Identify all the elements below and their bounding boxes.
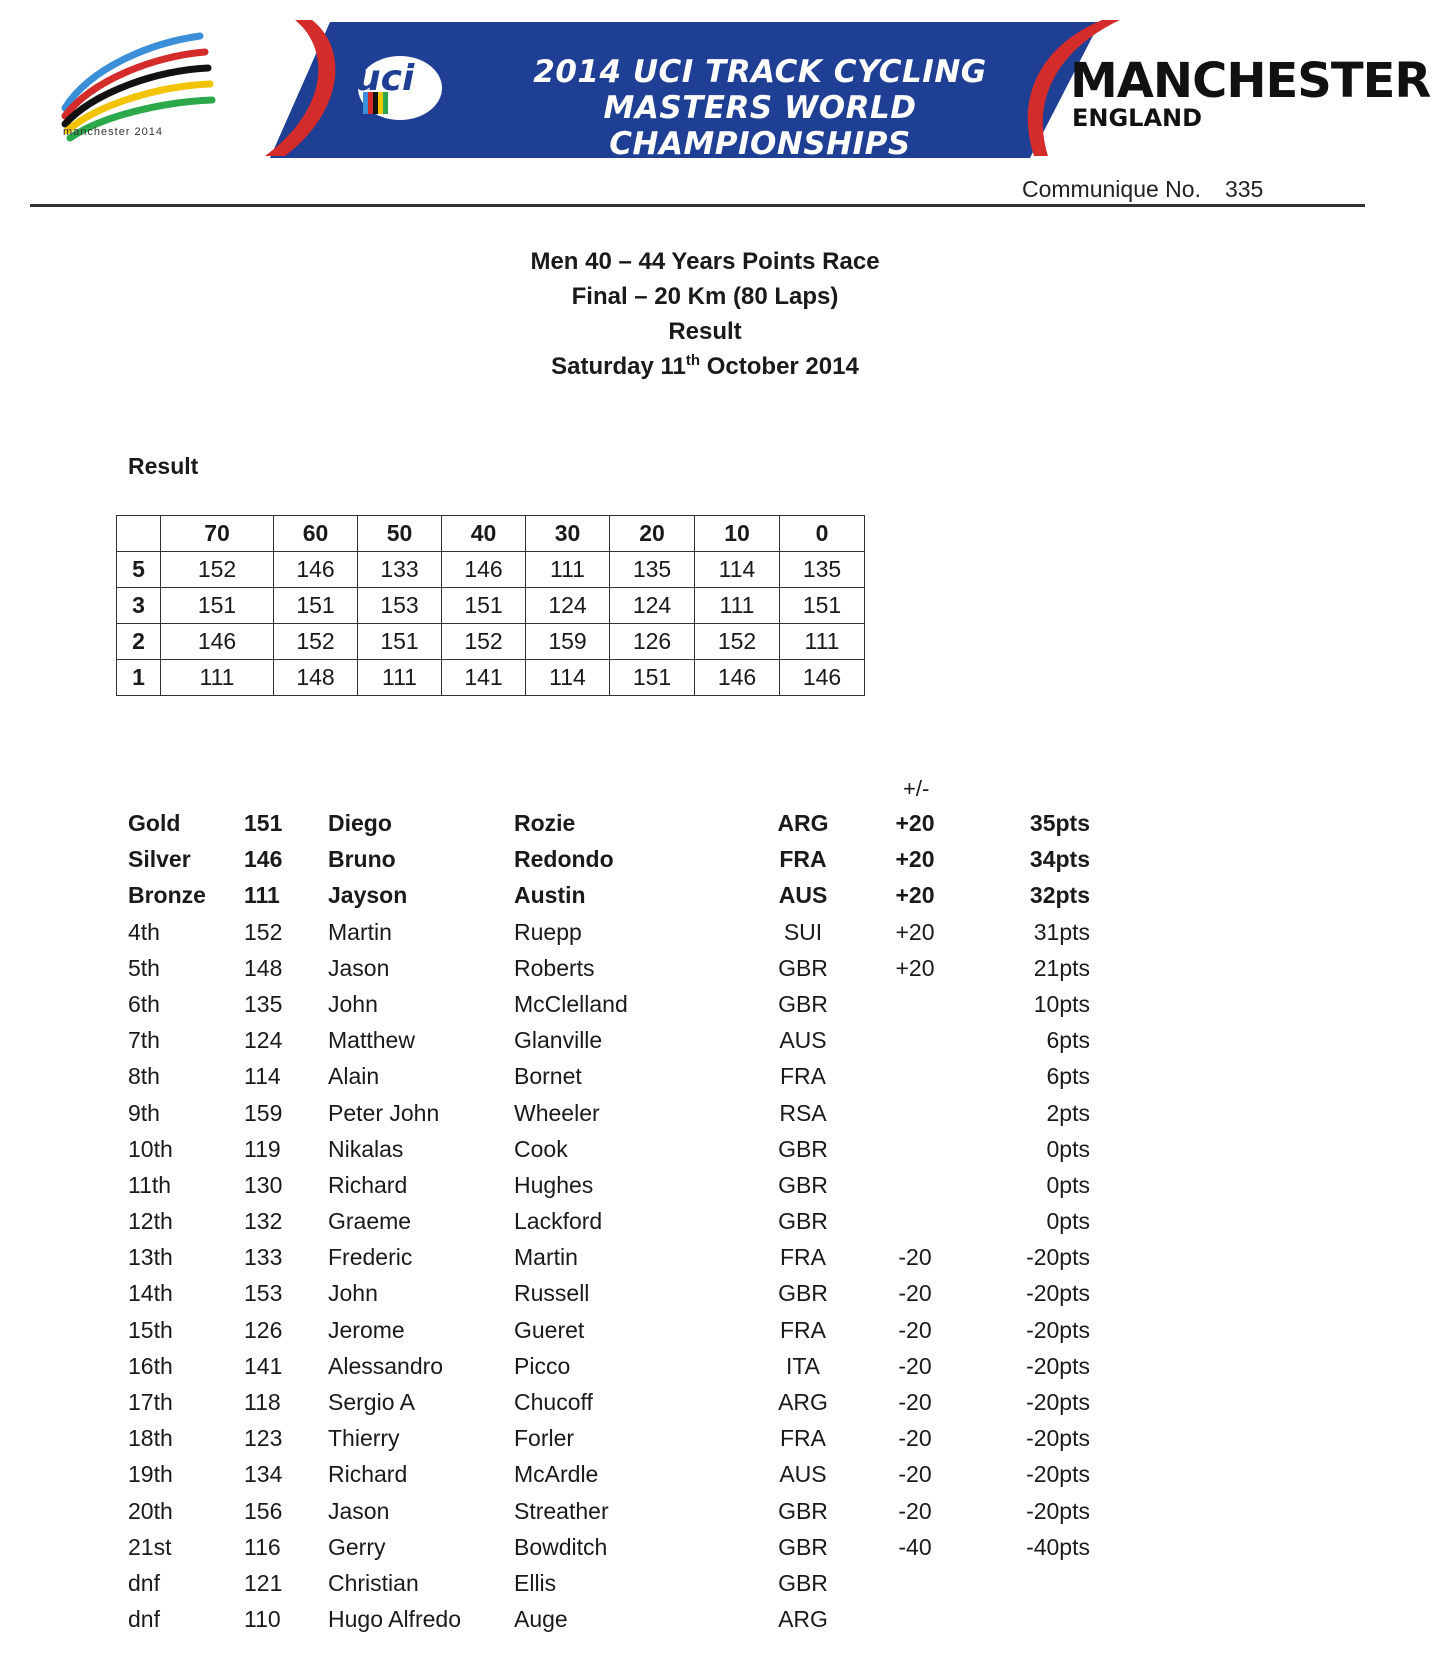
communique-number — [1022, 176, 1263, 203]
laps-cell: 152 — [161, 552, 274, 588]
laps-cell: 111 — [780, 624, 865, 660]
result-nation: FRA — [779, 846, 827, 873]
result-last-name: Cook — [514, 1135, 568, 1162]
result-plus-minus: -20 — [898, 1497, 932, 1524]
laps-cell: 111 — [161, 660, 274, 696]
result-plus-minus: -20 — [898, 1389, 932, 1415]
laps-row-place: 1 — [117, 660, 161, 696]
result-last-name: Hughes — [514, 1171, 594, 1198]
result-last-name: Russell — [514, 1280, 590, 1307]
result-place: 19th — [128, 1461, 173, 1488]
laps-row-place: 3 — [117, 588, 161, 624]
communique-value: 335 — [1224, 176, 1264, 202]
lap-header: 40 — [442, 516, 526, 552]
result-first-name: Graeme — [328, 1208, 412, 1235]
result-points: -20pts — [1026, 1389, 1090, 1415]
laps-cell: 133 — [358, 552, 442, 588]
result-last-name: Wheeler — [514, 1099, 600, 1126]
result-nation: SUI — [783, 918, 823, 945]
result-points: -20pts — [1026, 1497, 1090, 1524]
result-first-name: Diego — [328, 810, 392, 836]
result-points: 31pts — [1033, 918, 1090, 945]
result-bib: 153 — [244, 1280, 283, 1307]
result-nation: GBR — [778, 1533, 828, 1560]
result-nation: GBR — [778, 1569, 828, 1596]
result-place: Bronze — [128, 882, 206, 909]
championship-title-line2: MASTERS WORLD CHAMPIONSHIPS — [603, 90, 917, 162]
lap-header: 30 — [526, 516, 610, 552]
result-first-name: John — [328, 990, 378, 1017]
result-place: 6th — [128, 990, 160, 1017]
result-bib: 133 — [244, 1244, 283, 1271]
laps-cell: 146 — [442, 552, 526, 588]
result-points: -40pts — [1026, 1533, 1090, 1560]
laps-cell: 152 — [695, 624, 780, 660]
result-first-name: Christian — [328, 1569, 419, 1596]
laps-cell: 146 — [161, 624, 274, 660]
result-first-name: Bruno — [328, 846, 396, 873]
result-points: 0pts — [1046, 1171, 1090, 1198]
laps-header-row — [117, 516, 865, 552]
result-last-name: Ellis — [514, 1569, 557, 1596]
result-nation: GBR — [778, 1280, 828, 1307]
result-nation: FRA — [780, 1244, 826, 1271]
event-date: Saturday 11th October 2014 — [551, 352, 859, 380]
result-place: 9th — [128, 1099, 160, 1126]
laps-cell: 111 — [358, 660, 442, 696]
header-divider — [30, 204, 1365, 207]
host-logo-caption: manchester 2014 — [63, 126, 163, 138]
result-points: 32pts — [1029, 882, 1090, 909]
result-nation: GBR — [778, 1135, 828, 1162]
lap-header: 10 — [695, 516, 780, 552]
result-last-name: Streather — [514, 1497, 609, 1524]
result-first-name: Peter John — [328, 1099, 440, 1126]
result-first-name: Alessandro — [328, 1352, 444, 1379]
laps-row — [117, 660, 865, 696]
result-nation: ITA — [785, 1352, 821, 1379]
lap-header: 50 — [358, 516, 442, 552]
result-last-name: Bornet — [514, 1063, 582, 1090]
result-bib: 151 — [244, 810, 283, 836]
laps-cell: 151 — [442, 588, 526, 624]
result-nation: AUS — [779, 1027, 827, 1054]
result-place: 4th — [128, 918, 160, 945]
sprint-laps-table — [116, 515, 865, 696]
result-plus-minus: -20 — [898, 1280, 932, 1307]
result-bib: 159 — [244, 1099, 283, 1126]
laps-cell: 152 — [274, 624, 358, 660]
result-nation: GBR — [778, 990, 828, 1017]
result-nation: ARG — [778, 1606, 828, 1633]
result-points: 6pts — [1046, 1063, 1090, 1090]
championship-banner — [30, 18, 1431, 162]
laps-cell: 124 — [526, 588, 610, 624]
result-nation: AUS — [778, 882, 828, 909]
laps-row — [117, 624, 865, 660]
laps-row-place: 5 — [117, 552, 161, 588]
result-bib: 130 — [244, 1171, 283, 1198]
laps-row-place: 2 — [117, 624, 161, 660]
result-last-name: Roberts — [514, 954, 595, 981]
result-points: -20pts — [1026, 1280, 1090, 1307]
result-place: 12th — [128, 1208, 173, 1235]
result-nation: GBR — [778, 954, 828, 981]
championship-title — [450, 54, 1070, 162]
laps-row — [117, 588, 865, 624]
result-first-name: Gerry — [328, 1533, 386, 1560]
result-plus-minus: +20 — [895, 810, 935, 836]
result-last-name: McClelland — [514, 990, 628, 1017]
manchester-2014-logo-icon — [65, 36, 212, 138]
result-bib: 152 — [244, 918, 283, 945]
result-last-name: Rozie — [514, 810, 576, 836]
result-last-name: Lackford — [514, 1208, 603, 1235]
result-points: 21pts — [1033, 954, 1090, 981]
result-first-name: Richard — [328, 1461, 408, 1488]
laps-cell: 159 — [526, 624, 610, 660]
result-nation: FRA — [780, 1316, 826, 1343]
laps-cell: 146 — [274, 552, 358, 588]
result-nation: FRA — [780, 1425, 826, 1452]
laps-cell: 126 — [610, 624, 695, 660]
result-plus-minus: -20 — [898, 1461, 932, 1488]
laps-cell: 146 — [780, 660, 865, 696]
result-nation: ARG — [778, 1389, 828, 1415]
laps-cell: 114 — [526, 660, 610, 696]
result-points: -20pts — [1026, 1316, 1090, 1343]
result-bib: 118 — [244, 1389, 281, 1415]
result-last-name: Forler — [514, 1425, 575, 1452]
lap-header: 0 — [780, 516, 865, 552]
result-nation: GBR — [778, 1497, 828, 1524]
result-bib: 116 — [244, 1533, 281, 1560]
result-first-name: Thierry — [328, 1425, 400, 1452]
result-bib: 111 — [244, 882, 280, 909]
result-points: 35pts — [1029, 810, 1090, 836]
result-plus-minus: -20 — [898, 1352, 932, 1379]
result-points: 10pts — [1033, 990, 1090, 1017]
result-first-name: Martin — [328, 918, 392, 945]
laps-cell: 151 — [161, 588, 274, 624]
result-last-name: Redondo — [514, 846, 614, 873]
result-bib: 126 — [244, 1316, 283, 1343]
result-bib: 134 — [244, 1461, 283, 1488]
result-plus-minus: +20 — [895, 846, 935, 873]
result-last-name: Gueret — [514, 1316, 585, 1343]
result-last-name: Bowditch — [514, 1533, 608, 1560]
result-place: 11th — [128, 1171, 172, 1198]
result-first-name: Sergio A — [328, 1389, 415, 1415]
result-points: -20pts — [1026, 1425, 1090, 1452]
result-nation: AUS — [779, 1461, 827, 1488]
result-place: 13th — [128, 1244, 173, 1271]
laps-row — [117, 552, 865, 588]
result-nation: GBR — [778, 1208, 828, 1235]
result-place: 21st — [128, 1533, 172, 1560]
result-last-name: Glanville — [514, 1027, 603, 1054]
result-plus-minus: +20 — [895, 954, 935, 981]
result-place: dnf — [128, 1606, 160, 1633]
result-bib: 148 — [244, 954, 283, 981]
result-points: 6pts — [1046, 1027, 1090, 1054]
result-place: 14th — [128, 1280, 173, 1307]
host-city: MANCHESTER — [1070, 53, 1431, 109]
result-points: -20pts — [1026, 1244, 1090, 1271]
result-points: -20pts — [1026, 1352, 1090, 1379]
result-points: 0pts — [1046, 1135, 1090, 1162]
laps-cell: 135 — [610, 552, 695, 588]
laps-cell: 114 — [695, 552, 780, 588]
result-last-name: Auge — [514, 1606, 568, 1633]
laps-cell: 148 — [274, 660, 358, 696]
result-last-name: Austin — [514, 882, 586, 909]
result-bib: 119 — [244, 1135, 281, 1162]
table-corner-cell — [117, 516, 161, 552]
plus-minus-header: +/- — [903, 776, 930, 801]
result-points: 0pts — [1046, 1208, 1090, 1235]
result-first-name: Jerome — [328, 1316, 405, 1343]
championship-title-line1: 2014 UCI TRACK CYCLING — [533, 54, 987, 90]
result-bib: 146 — [244, 846, 283, 873]
laps-cell: 151 — [274, 588, 358, 624]
result-place: Silver — [128, 846, 191, 873]
result-place: 5th — [128, 954, 160, 981]
result-last-name: Chucoff — [514, 1389, 593, 1415]
laps-cell: 141 — [442, 660, 526, 696]
result-place: dnf — [128, 1569, 160, 1596]
result-place: 8th — [128, 1063, 160, 1090]
result-bib: 132 — [244, 1208, 283, 1235]
result-bib: 110 — [244, 1606, 281, 1633]
communique-label: Communique No. — [1022, 176, 1201, 202]
result-plus-minus: +20 — [895, 918, 935, 945]
result-plus-minus: -40 — [898, 1533, 932, 1560]
result-last-name: Martin — [514, 1244, 578, 1271]
result-place: 10th — [128, 1135, 173, 1162]
result-first-name: John — [328, 1280, 378, 1307]
laps-cell: 152 — [442, 624, 526, 660]
result-place: 15th — [128, 1316, 173, 1343]
result-points: 34pts — [1029, 846, 1090, 873]
event-title: Men 40 – 44 Years Points Race — [530, 248, 880, 275]
laps-cell: 135 — [780, 552, 865, 588]
result-last-name: Picco — [514, 1352, 571, 1379]
uci-logo-text: uci — [355, 58, 415, 99]
result-nation: ARG — [777, 810, 829, 836]
result-place: Gold — [128, 810, 181, 836]
laps-cell: 111 — [526, 552, 610, 588]
lap-header: 20 — [610, 516, 695, 552]
result-first-name: Frederic — [328, 1244, 413, 1271]
host-country: ENGLAND — [1072, 104, 1203, 132]
event-distance: Final – 20 Km (80 Laps) — [571, 283, 839, 310]
result-nation: GBR — [778, 1171, 828, 1198]
lap-header: 70 — [161, 516, 274, 552]
result-first-name: Richard — [328, 1171, 408, 1198]
result-bib: 123 — [244, 1425, 283, 1452]
result-plus-minus: -20 — [898, 1425, 932, 1452]
result-place: 18th — [128, 1425, 173, 1452]
result-bib: 135 — [244, 990, 283, 1017]
laps-cell: 124 — [610, 588, 695, 624]
event-heading — [0, 244, 1410, 384]
laps-cell: 151 — [610, 660, 695, 696]
result-bib: 121 — [244, 1569, 283, 1596]
section-result-label: Result — [128, 453, 199, 479]
result-points: -20pts — [1026, 1461, 1090, 1488]
laps-cell: 153 — [358, 588, 442, 624]
result-first-name: Hugo Alfredo — [328, 1606, 461, 1633]
result-plus-minus: -20 — [898, 1244, 932, 1271]
result-bib: 141 — [244, 1352, 283, 1379]
result-bib: 124 — [244, 1027, 283, 1054]
result-plus-minus: -20 — [898, 1316, 932, 1343]
result-first-name: Nikalas — [328, 1135, 404, 1162]
laps-cell: 111 — [695, 588, 780, 624]
result-first-name: Alain — [328, 1063, 380, 1090]
result-first-name: Jason — [328, 1497, 390, 1524]
result-points: 2pts — [1046, 1099, 1090, 1126]
laps-cell: 146 — [695, 660, 780, 696]
result-nation: FRA — [780, 1063, 826, 1090]
result-plus-minus: +20 — [895, 882, 935, 909]
result-first-name: Jason — [328, 954, 390, 981]
result-place: 20th — [128, 1497, 173, 1524]
result-nation: RSA — [779, 1099, 827, 1126]
result-bib: 114 — [244, 1063, 281, 1090]
event-result-label: Result — [668, 318, 742, 345]
result-first-name: Jayson — [328, 882, 408, 909]
result-place: 7th — [128, 1027, 160, 1054]
laps-cell: 151 — [780, 588, 865, 624]
laps-cell: 151 — [358, 624, 442, 660]
result-bib: 156 — [244, 1497, 283, 1524]
result-last-name: McArdle — [514, 1461, 599, 1488]
result-place: 17th — [128, 1389, 173, 1415]
lap-header: 60 — [274, 516, 358, 552]
result-last-name: Ruepp — [514, 918, 582, 945]
result-place: 16th — [128, 1352, 173, 1379]
result-first-name: Matthew — [328, 1027, 415, 1054]
